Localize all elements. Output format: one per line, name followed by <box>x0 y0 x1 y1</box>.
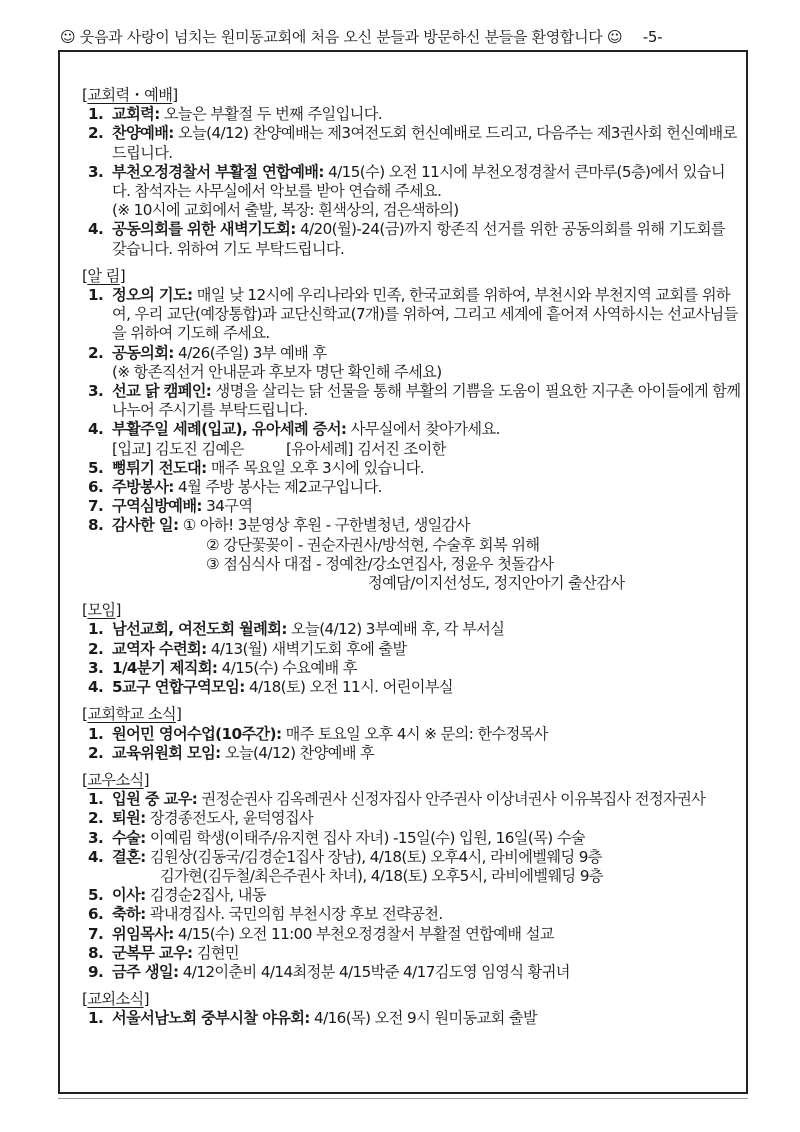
list-item: 6. 주방봉사: 4월 주방 봉사는 제2교구입니다. <box>88 478 382 497</box>
list-item: 3. 수술: 이예림 학생(이태주/유지현 집사 자녀) -15일(수) 입원, 16일(목) 수술 <box>88 828 585 847</box>
list-item: 9. 금주 생일: 4/12이춘비 4/14최정분 4/15박준 4/17김도영 임영식 황귀녀 <box>88 962 570 981</box>
list-item: 1. 교회력: 오늘은 부활절 두 번째 주일입니다. <box>88 105 383 124</box>
list-item: 3. 1/4분기 제직회: 4/15(수) 수요예배 후 <box>88 658 357 677</box>
bottom-divider <box>58 1098 748 1099</box>
section-title: [ 모임 ] <box>82 601 742 620</box>
list-item: 8. 군복무 교우: 김현민 <box>88 943 239 962</box>
bulletin-content <box>82 86 742 1029</box>
list-item: 2. 공동의회: 4/26(주일) 3부 예배 후 (※ 항존직선거 안내문과 후보자 명단 확인해 주세요) <box>88 343 442 381</box>
section-members <box>82 771 742 982</box>
list-item: 1. 서울서남노회 중부시찰 야유회: 4/16(목) 오전 9시 원미동교회 출발 <box>88 1009 538 1028</box>
list-item: 2. 퇴원: 장경종전도사, 윤덕영집사 <box>88 809 314 828</box>
section-notices <box>82 267 742 593</box>
section-calendar <box>82 86 742 259</box>
list-item: 2. 찬양예배: 오늘(4/12) 찬양예배는 제3여전도회 헌신예배로 드리고, 다음주는 제3권사회 헌신예배로 드립니다. <box>88 124 737 162</box>
section-title: [ 교회학교 소식 ] <box>82 705 742 724</box>
list-item: 2. 교역자 수련회: 4/13(월) 새벽기도회 후에 출발 <box>88 639 407 658</box>
list-item: 1. 원어민 영어수업(10주간): 매주 토요일 오후 4시 ※ 문의: 한수정목사 <box>88 724 548 743</box>
list-item: 3. 부천오정경찰서 부활절 연합예배: 4/15(수) 오전 11시에 부천오정경찰서 큰마루(5층)에서 있습니다. 참석자는 사무실에서 악보를 받아 연습해 주세요. (※ 10시에 교회에서 출발, 복장: 흰색상의, 검은색하의) <box>88 162 725 220</box>
list-item: 5. 이사: 김경순2집사, 내동 <box>88 886 266 905</box>
section-school <box>82 705 742 763</box>
list-item: 2. 교육위원회 모임: 오늘(4/12) 찬양예배 후 <box>88 743 375 762</box>
list-item: 1. 정오의 기도: 매일 낮 12시에 우리나라와 민족, 한국교회를 위하여, 부천시와 부천지역 교회를 위하여, 우리 교단(예장통합)과 교단신학교(7개)를 위하여, 그리고 세계에 흩어져 사역하시는 선교사님들을 위하여 기도해 주세요. <box>88 286 738 343</box>
section-title: [ 알 림 ] <box>82 267 742 286</box>
list-item: 8. 감사한 일: ① 아하! 3분영상 후원 - 구한별청년, 생일감사 ② 강단꽃꽂이 - 권순자권사/방석현, 수술후 회복 위해 ③ 점심식사 대접 - 정예찬/강소연집사, 정윤우 첫돌감사 정예담/이지선성도, 정지안아기 출산감사 <box>88 516 625 593</box>
list-item: 1. 남선교회, 여전도회 월례회: 오늘(4/12) 3부예배 후, 각 부서실 <box>88 620 505 639</box>
list-item: 7. 위임목사: 4/15(수) 오전 11:00 부천오정경찰서 부활절 연합예배 설교 <box>88 924 554 943</box>
list-item: 4. 5교구 연합구역모임: 4/18(토) 오전 11시. 어린이부실 <box>88 678 453 697</box>
list-item: 4. 결혼: 김원상(김동국/김경순1집사 장남), 4/18(토) 오후4시, 라비에벨웨딩 9층 김가현(김두철/최은주권사 차녀), 4/18(토) 오후5시, 라비에벨웨딩 9층 <box>88 847 603 885</box>
section-title: [ 교외소식 ] <box>82 990 742 1009</box>
section-meetings <box>82 601 742 697</box>
list-item: 4. 공동의회를 위한 새벽기도회: 4/20(월)-24(금)까지 항존직 선거를 위한 공동의회를 위해 기도회를 갖습니다. 위하여 기도 부탁드립니다. <box>88 220 725 258</box>
list-item: 6. 축하: 곽내경집사. 국민의힘 부천시장 후보 전략공천. <box>88 905 443 924</box>
page-number: -5- <box>642 28 663 46</box>
section-title: [ 교우소식 ] <box>82 771 742 790</box>
list-item: 4. 부활주일 세례(입교), 유아세례 증서: 사무실에서 찾아가세요. [입교] 김도진 김예은 [유아세례] 김서진 조이한 <box>88 420 500 458</box>
list-item: 1. 입원 중 교우: 권정순권사 김옥례권사 신정자집사 안주권사 이상녀권사 이유복집사 전정자권사 <box>88 790 706 809</box>
list-item: 3. 선교 닭 캠페인: 생명을 살리는 닭 선물을 통해 부활의 기쁨을 도움이 필요한 지구촌 아이들에게 함께 나누어 주시기를 부탁드립니다. <box>88 382 741 420</box>
list-item: 7. 구역심방예배: 34구역 <box>88 497 253 516</box>
section-external <box>82 990 742 1028</box>
header-text: ☺ 웃음과 사랑이 넘치는 원미동교회에 처음 오신 분들과 방문하신 분들을 환영합니다 ☺ <box>60 28 623 46</box>
page-header <box>60 26 750 47</box>
list-item: 5. 뻥튀기 전도대: 매주 목요일 오후 3시에 있습니다. <box>88 458 424 477</box>
section-title: [ 교회력・예배 ] <box>82 86 742 105</box>
